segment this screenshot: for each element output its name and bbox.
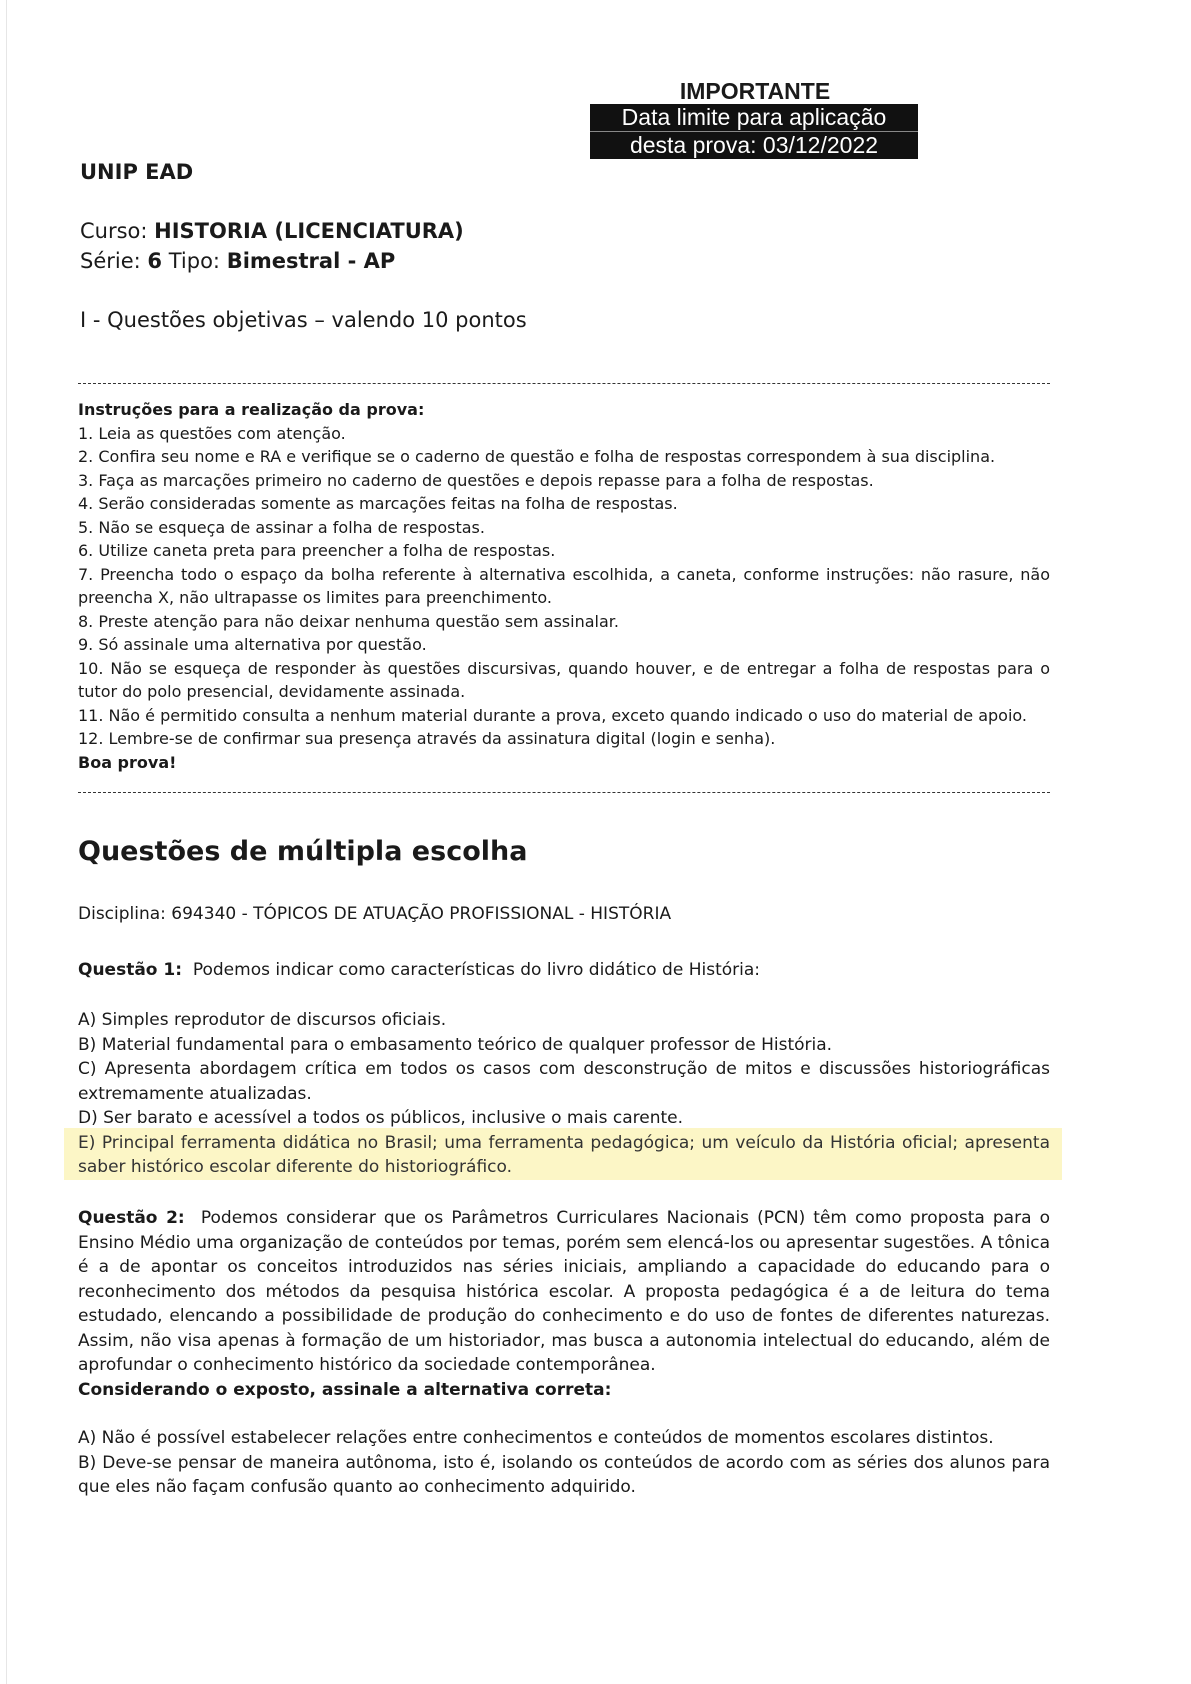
question-text: Podemos considerar que os Parâmetros Curriculares Nacionais (PCN) têm como proposta para o Ensino Médio uma organização de conteúdos por temas, porém sem elencá-los ou apresentar sugestões. A tônica é a de apontar os conceitos introduzidos nas séries iniciais, ampliando a capacidade do educando para o reconhecimento dos métodos da pesquisa histórica escolar. A proposta pedagógica é a de leitura do tema estudado, elencando a possibilidade de produção do conhecimento e do uso de fontes de diferentes naturezas. Assim, não visa apenas à formação de um historiador, mas busca a autonomia intelectual do educando, além de aprofundar o conhecimento histórico da sociedade contemporânea. xyxy=(78,1208,1050,1375)
question-text: Podemos indicar como características do livro didático de História: xyxy=(192,960,760,980)
instruction-item: 5. Não se esqueça de assinar a folha de respostas. xyxy=(78,517,485,537)
deadline-notice xyxy=(590,104,918,159)
option-b: B) Deve-se pensar de maneira autônoma, isto é, isolando os conteúdos de acordo com as séries dos alunos para que eles não façam confusão quanto ao conhecimento adquirido. xyxy=(78,1452,1050,1497)
instructions-title: Instruções para a realização da prova: xyxy=(78,400,425,419)
option-e: E) Principal ferramenta didática no Brasil; uma ferramenta pedagógica; um veículo da História oficial; apresenta saber histórico escolar diferente do historiográfico. xyxy=(78,1132,1050,1177)
option-c: C) Apresenta abordagem crítica em todos os casos com desconstrução de mitos e discussões historiográficas extremamente atualizadas. xyxy=(78,1059,1050,1104)
type-label: Tipo: xyxy=(168,249,220,273)
question-1 xyxy=(78,958,1050,983)
deadline-line-2: desta prova: 03/12/2022 xyxy=(629,132,879,158)
institution: UNIP EAD xyxy=(80,160,194,184)
series-value: 6 xyxy=(147,249,163,273)
course-label: Curso: xyxy=(80,219,148,243)
instruction-item: 11. Não é permitido consulta a nenhum material durante a prova, exceto quando indicado o uso do material de apoio. xyxy=(78,705,1027,725)
instruction-item: 7. Preencha todo o espaço da bolha referente à alternativa escolhida, a caneta, conforme instruções: não rasure, não preencha X, não ultrapasse os limites para preenchimento. xyxy=(78,564,1050,607)
question-label: Questão 1: xyxy=(78,960,183,980)
course-line xyxy=(80,219,464,243)
instruction-item: 10. Não se esqueça de responder às questões discursivas, quando houver, e de entregar a folha de respostas para o tutor do polo presencial, devidamente assinada. xyxy=(78,658,1050,701)
deadline-line-1: Data limite para aplicação xyxy=(590,104,918,132)
instructions xyxy=(78,398,1050,774)
instruction-item: 2. Confira seu nome e RA e verifique se o caderno de questão e folha de respostas correspondem à sua disciplina. xyxy=(78,447,996,466)
instruction-item: 6. Utilize caneta preta para preencher a folha de respostas. xyxy=(78,541,556,560)
q2-options xyxy=(78,1426,1050,1500)
section-title: I - Questões objetivas – valendo 10 pontos xyxy=(80,308,527,332)
instruction-item: 3. Faça as marcações primeiro no caderno de questões e depois repasse para a folha de respostas. xyxy=(78,470,874,490)
instruction-item: 1. Leia as questões com atenção. xyxy=(78,423,346,443)
series-label: Série: xyxy=(80,249,141,273)
instruction-item: 8. Preste atenção para não deixar nenhuma questão sem assinalar. xyxy=(78,611,619,631)
option-a: A) Simples reprodutor de discursos oficiais. xyxy=(78,1010,447,1030)
question-label: Questão 2: xyxy=(78,1208,185,1228)
notice-title: IMPORTANTE xyxy=(679,78,831,104)
option-b: B) Material fundamental para o embasamento teórico de qualquer professor de História. xyxy=(78,1034,833,1055)
question-2 xyxy=(78,1206,1050,1402)
instruction-item: 12. Lembre-se de confirmar sua presença através da assinatura digital (login e senha). xyxy=(78,729,776,748)
discipline: Disciplina: 694340 - TÓPICOS DE ATUAÇÃO PROFISSIONAL - HISTÓRIA xyxy=(78,904,672,924)
instruction-item: 4. Serão consideradas somente as marcações feitas na folha de respostas. xyxy=(78,494,678,513)
question-prompt: Considerando o exposto, assinale a alternativa correta: xyxy=(78,1379,612,1400)
course-value: HISTORIA (LICENCIATURA) xyxy=(154,219,464,243)
closing: Boa prova! xyxy=(78,752,177,772)
scan-edge xyxy=(6,0,7,1684)
series-line xyxy=(80,249,395,273)
q1-options xyxy=(78,1008,1050,1180)
divider xyxy=(78,383,1050,384)
divider xyxy=(78,792,1050,793)
type-value: Bimestral - AP xyxy=(226,249,396,273)
option-d: D) Ser barato e acessível a todos os públicos, inclusive o mais carente. xyxy=(78,1108,683,1128)
instruction-item: 9. Só assinale uma alternativa por questão. xyxy=(78,635,427,654)
mc-heading: Questões de múltipla escolha xyxy=(78,836,528,867)
option-a: A) Não é possível estabelecer relações entre conhecimentos e conteúdos de momentos escolares distintos. xyxy=(78,1428,994,1448)
